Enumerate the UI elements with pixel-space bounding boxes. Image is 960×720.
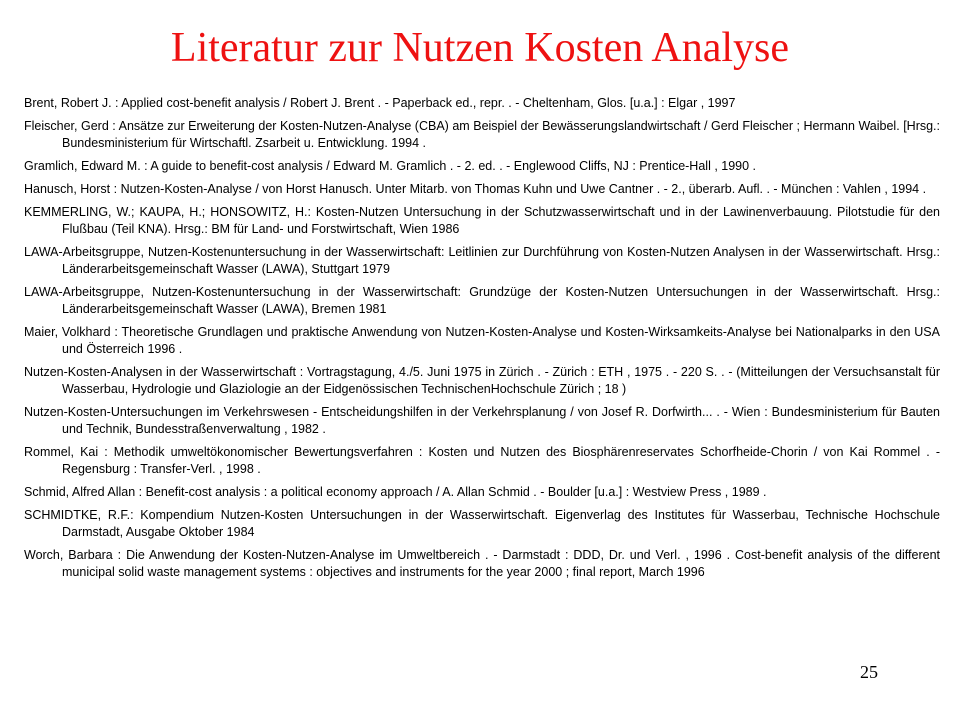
reference-item: Hanusch, Horst : Nutzen-Kosten-Analyse / von Horst Hanusch. Unter Mitarb. von Thomas Kuhn und Uwe Cantner . - 2., überarb. Aufl. . - München : Vahlen , 1994 . (24, 182, 927, 196)
reference-item: Maier, Volkhard : Theoretische Grundlagen und praktische Anwendung von Nutzen-Kosten-Analyse und Kosten-Wirksamkeits-Analyse bei Nationalparks in den USA und Österreich 1996 . (24, 325, 940, 356)
reference-list (24, 95, 940, 587)
reference-item: Rommel, Kai : Methodik umweltökonomischer Bewertungsverfahren : Kosten und Nutzen des Biosphärenreservates Schorfheide-Chorin / von Kai Rommel . - Regensburg : Transfer-Verl. , 1998 . (24, 445, 940, 476)
reference-item: Worch, Barbara : Die Anwendung der Kosten-Nutzen-Analyse im Umweltbereich . - Darmstadt : DDD, Dr. und Verl. , 1996 . Cost-benefit analysis of the different municipal solid waste management systems : objectives and instruments for the year 2000 ; final report, March 1996 (24, 548, 940, 579)
slide-title: Literatur zur Nutzen Kosten Analyse (170, 25, 790, 71)
reference-item: LAWA-Arbeitsgruppe, Nutzen-Kostenuntersuchung in der Wasserwirtschaft: Leitlinien zur Durchführung von Kosten-Nutzen Analysen in der Wasserwirtschaft. Hrsg.: Länderarbeitsgemeinschaft Wasser (LAWA), Stuttgart 1979 (24, 245, 940, 276)
reference-item: LAWA-Arbeitsgruppe, Nutzen-Kostenuntersuchung in der Wasserwirtschaft: Grundzüge der Kosten-Nutzen Untersuchungen in der Wasserwirtschaft. Hrsg.: Länderarbeitsgemeinschaft Wasser (LAWA), Bremen 1981 (24, 285, 940, 316)
page-number: 25 (860, 662, 878, 682)
reference-item: Brent, Robert J. : Applied cost-benefit analysis / Robert J. Brent . - Paperback ed., repr. . - Cheltenham, Glos. [u.a.] : Elgar , 1997 (24, 96, 736, 110)
reference-item: SCHMIDTKE, R.F.: Kompendium Nutzen-Kosten Untersuchungen in der Wasserwirtschaft. Eigenverlag des Institutes für Wasserbau, Technische Hochschule Darmstadt, Ausgabe Oktober 1984 (24, 508, 940, 539)
reference-item: Nutzen-Kosten-Analysen in der Wasserwirtschaft : Vortragstagung, 4./5. Juni 1975 in Zürich . - Zürich : ETH , 1975 . - 220 S. . - (Mitteilungen der Versuchsanstalt für Wasserbau, Hydrologie und Glaziologie an der Eidgenössischen TechnischenHochschule Zürich ; 18 ) (24, 365, 940, 396)
reference-item: Fleischer, Gerd : Ansätze zur Erweiterung der Kosten-Nutzen-Analyse (CBA) am Beispiel der Bewässerungslandwirtschaft / Gerd Fleischer ; Hermann Waibel. [Hrsg.: Bundesministerium für Wirtschaftl. Zsarbeit u. Entwicklung. 1994 . (24, 119, 940, 150)
reference-item: Schmid, Alfred Allan : Benefit-cost analysis : a political economy approach / A. Allan Schmid . - Boulder [u.a.] : Westview Press , 1989 . (24, 485, 767, 499)
reference-item: Gramlich, Edward M. : A guide to benefit-cost analysis / Edward M. Gramlich . - 2. ed. . - Englewood Cliffs, NJ : Prentice-Hall , 1990 . (24, 159, 757, 173)
reference-item: KEMMERLING, W.; KAUPA, H.; HONSOWITZ, H.: Kosten-Nutzen Untersuchung in der Schutzwasserwirtschaft und in der Lawinenverbauung. Pilotstudie für den Flußbau (Teil KNA). Hrsg.: BM für Land- und Forstwirtschaft, Wien 1986 (24, 205, 940, 236)
reference-item: Nutzen-Kosten-Untersuchungen im Verkehrswesen - Entscheidungshilfen in der Verkehrsplanung / von Josef R. Dorfwirth... . - Wien : Bundesministerium für Bauten und Technik, Bundesstraßenverwaltung , 1982 . (24, 405, 940, 436)
